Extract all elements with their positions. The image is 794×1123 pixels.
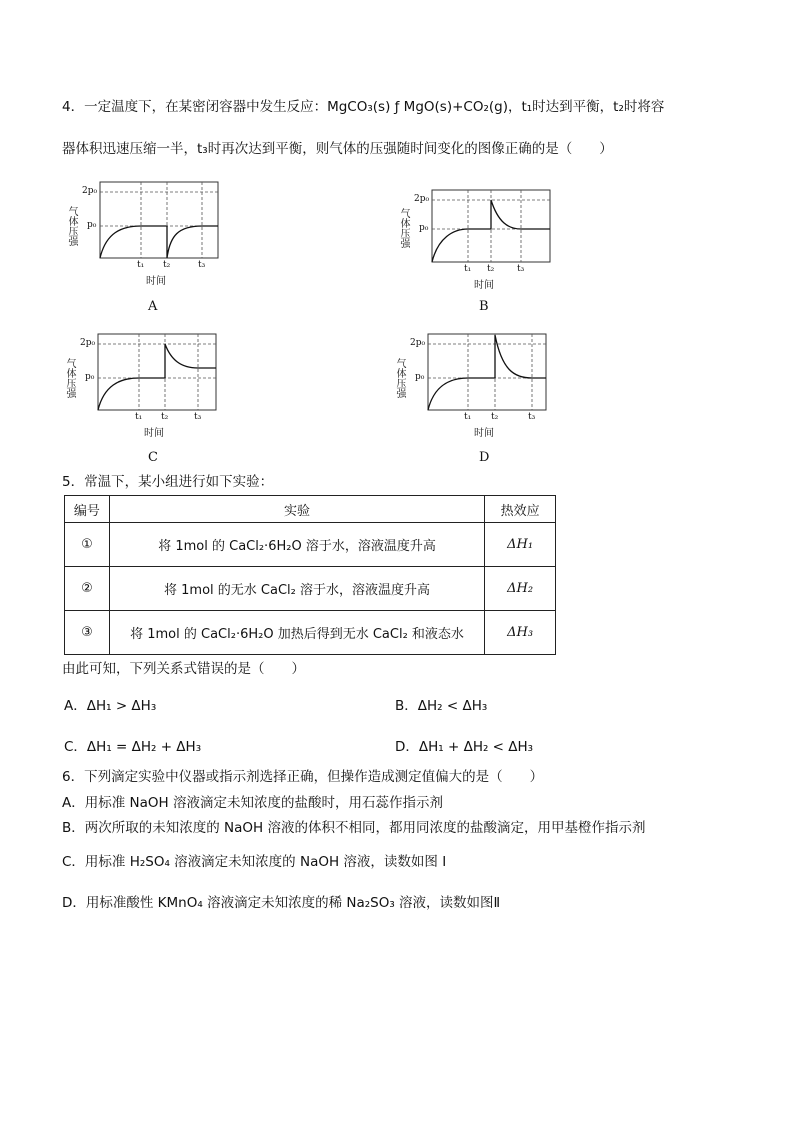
x-tick-t2: t₂	[161, 412, 169, 422]
y-axis-label: 气体压强	[64, 358, 75, 398]
row-num: ②	[65, 567, 110, 611]
q5-option-a: A．ΔH₁ > ΔH₃	[64, 698, 157, 714]
q6-option-a: A．用标准 NaOH 溶液滴定未知浓度的盐酸时，用石蕊作指示剂	[62, 795, 443, 811]
y-tick-p0: p₀	[415, 372, 425, 382]
graph-c-label: C	[148, 450, 158, 465]
x-axis-label: 时间	[474, 280, 494, 291]
y-tick-p0: p₀	[85, 372, 95, 382]
graph-a	[66, 178, 266, 298]
header-num: 编号	[65, 496, 110, 523]
y-axis-label: 气体压强	[398, 208, 409, 248]
graph-b	[398, 186, 598, 306]
q6-option-c: C．用标准 H₂SO₄ 溶液滴定未知浓度的 NaOH 溶液，读数如图 I	[62, 854, 447, 870]
q5-option-d: D．ΔH₁ + ΔH₂ < ΔH₃	[395, 739, 534, 755]
y-tick-2p0: 2p₀	[414, 194, 430, 204]
table-row	[65, 567, 556, 611]
x-tick-t3: t₃	[528, 412, 536, 422]
x-tick-t1: t₁	[464, 412, 472, 422]
row-num: ③	[65, 611, 110, 655]
table-row	[65, 611, 556, 655]
y-tick-p0: p₀	[419, 223, 429, 233]
q5-intro: 5．常温下，某小组进行如下实验：	[62, 474, 274, 490]
x-axis-label: 时间	[144, 428, 164, 439]
x-tick-t2: t₂	[487, 264, 495, 274]
x-tick-t1: t₁	[135, 412, 143, 422]
x-tick-t2: t₂	[491, 412, 499, 422]
x-tick-t3: t₃	[194, 412, 202, 422]
q6-option-b: B．两次所取的未知浓度的 NaOH 溶液的体积不相同，都用同浓度的盐酸滴定，用甲基橙作指示剂	[62, 820, 646, 836]
experiment-table	[64, 495, 556, 655]
y-tick-2p0: 2p₀	[410, 338, 426, 348]
x-tick-t3: t₃	[198, 260, 206, 270]
row-num: ①	[65, 523, 110, 567]
row-exp: 将 1mol 的 CaCl₂·6H₂O 溶于水，溶液温度升高	[109, 523, 484, 567]
table-header-row	[65, 496, 556, 523]
row-exp: 将 1mol 的无水 CaCl₂ 溶于水，溶液温度升高	[109, 567, 484, 611]
x-tick-t2: t₂	[163, 260, 171, 270]
x-axis-label: 时间	[474, 428, 494, 439]
y-axis-label: 气体压强	[66, 206, 77, 246]
x-tick-t3: t₃	[517, 264, 525, 274]
y-axis-label: 气体压强	[394, 358, 405, 398]
table-row	[65, 523, 556, 567]
graph-a-label: A	[148, 299, 158, 314]
q5-option-c: C．ΔH₁ = ΔH₂ + ΔH₃	[64, 739, 202, 755]
graph-d-label: D	[479, 450, 490, 465]
x-tick-t1: t₁	[464, 264, 472, 274]
row-heat: ΔH₃	[485, 611, 556, 655]
row-exp: 将 1mol 的 CaCl₂·6H₂O 加热后得到无水 CaCl₂ 和液态水	[109, 611, 484, 655]
header-heat: 热效应	[485, 496, 556, 523]
x-tick-t1: t₁	[137, 260, 145, 270]
q5-option-b: B．ΔH₂ < ΔH₃	[395, 698, 488, 714]
q6-stem: 6．下列滴定实验中仪器或指示剂选择正确，但操作造成测定值偏大的是（ ）	[62, 769, 544, 785]
q4-stem-line1: 4．一定温度下，在某密闭容器中发生反应：MgCO₃(s) ƒ MgO(s)+CO₂(g)，t₁时达到平衡，t₂时将容	[62, 99, 665, 115]
row-heat: ΔH₁	[485, 523, 556, 567]
graph-b-label: B	[479, 299, 489, 314]
header-exp: 实验	[109, 496, 484, 523]
x-axis-label: 时间	[146, 276, 166, 287]
q4-stem-line2: 器体积迅速压缩一半，t₃时再次达到平衡，则气体的压强随时间变化的图像正确的是（ ）	[62, 141, 613, 157]
y-tick-2p0: 2p₀	[80, 338, 96, 348]
q5-question: 由此可知，下列关系式错误的是（ ）	[62, 661, 305, 677]
q6-option-d: D．用标准酸性 KMnO₄ 溶液滴定未知浓度的稀 Na₂SO₃ 溶液，读数如图Ⅱ	[62, 895, 501, 911]
y-tick-p0: p₀	[87, 220, 97, 230]
row-heat: ΔH₂	[485, 567, 556, 611]
graph-c	[64, 330, 264, 450]
graph-d	[394, 330, 594, 450]
y-tick-2p0: 2p₀	[82, 186, 98, 196]
